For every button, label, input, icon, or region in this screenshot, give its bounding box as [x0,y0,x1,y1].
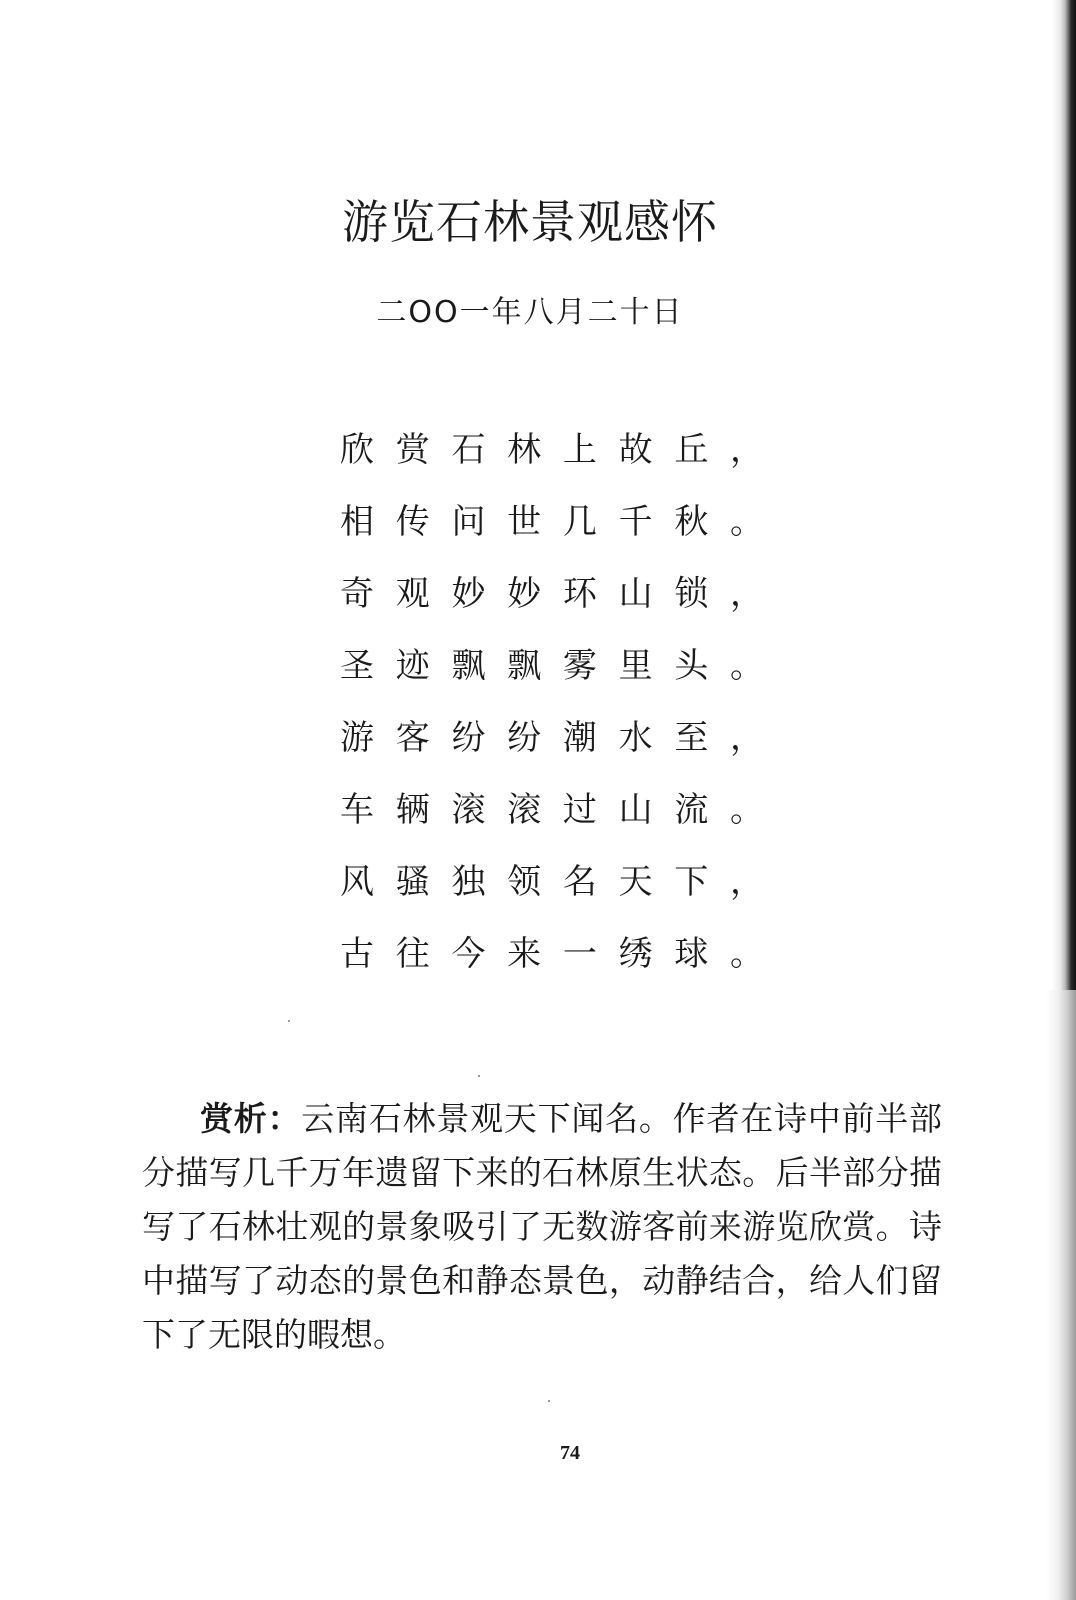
poem-character: 故 [618,429,653,470]
poem-character: 千 [618,501,653,542]
poem-punctuation: 。 [730,933,765,974]
poem-character: 天 [618,861,653,902]
poem-body [340,410,765,986]
poem-character: 滚 [451,789,486,830]
poem-character: 往 [395,933,430,974]
analysis-label: 赏析： [200,1099,302,1138]
poem-punctuation: ， [730,717,765,758]
poem-character: 几 [562,501,597,542]
scan-speck [478,1075,480,1077]
poem-punctuation: 。 [730,789,765,830]
poem-character: 丘 [674,429,709,470]
analysis-paragraph [142,1092,942,1362]
poem-character: 飘 [451,645,486,686]
poem-character: 车 [340,789,374,830]
poem-character: 游 [340,717,374,758]
poem-character: 一 [562,933,597,974]
poem-character: 纷 [507,717,542,758]
poem-punctuation: ， [730,573,765,614]
poem-character: 今 [451,933,486,974]
poem-character: 下 [674,861,709,902]
poem-character: 山 [618,573,653,614]
poem-character: 名 [562,861,597,902]
poem-character: 雾 [562,645,597,686]
poem-punctuation: ， [730,861,765,902]
poem-line [340,410,765,482]
poem-character: 独 [451,861,486,902]
poem-punctuation: ， [730,429,765,470]
poem-character: 水 [618,717,653,758]
poem-line [340,554,765,626]
poem-character: 骚 [395,861,430,902]
poem-character: 迹 [395,645,430,686]
poem-line [340,914,765,986]
poem-character: 妙 [451,573,486,614]
poem-character: 观 [395,573,430,614]
poem-character: 滚 [507,789,542,830]
poem-character: 赏 [395,429,430,470]
page-number: 74 [560,1442,580,1464]
poem-character: 石 [451,429,486,470]
poem-character: 圣 [340,645,374,686]
poem-character: 客 [395,717,430,758]
poem-character: 纷 [451,717,486,758]
poem-title: 游览石林景观感怀 [342,195,718,249]
poem-line [340,482,765,554]
poem-character: 头 [674,645,709,686]
scan-speck [288,1020,290,1022]
poem-character: 世 [507,501,542,542]
poem-character: 来 [507,933,542,974]
poem-punctuation: 。 [730,645,765,686]
poem-character: 领 [507,861,542,902]
poem-character: 流 [674,789,709,830]
poem-character: 至 [674,717,709,758]
poem-character: 风 [340,861,374,902]
scan-edge-lower [1046,990,1076,1600]
poem-character: 球 [674,933,709,974]
scan-speck [548,1400,550,1402]
poem-character: 环 [562,573,597,614]
poem-character: 林 [507,429,542,470]
analysis-text: 云南石林景观天下闻名。作者在诗中前半部分描写几千万年遗留下来的石林原生状态。后半部分描写了石林壮观的景象吸引了无数游客前来游览欣赏。诗中描写了动态的景色和静态景色，动静结合，给人们留下了无限的暇想。 [142,1099,943,1354]
poem-character: 过 [562,789,597,830]
poem-character: 山 [618,789,653,830]
poem-character: 欣 [340,429,374,470]
poem-line [340,842,765,914]
poem-line [340,626,765,698]
poem-character: 里 [618,645,653,686]
poem-character: 问 [451,501,486,542]
poem-character: 相 [340,501,374,542]
poem-character: 潮 [562,717,597,758]
poem-character: 传 [395,501,430,542]
poem-character: 奇 [340,573,374,614]
poem-date: 二OO一年八月二十日 [376,295,684,330]
poem-character: 秋 [674,501,709,542]
poem-character: 飘 [507,645,542,686]
poem-line [340,698,765,770]
poem-line [340,770,765,842]
poem-character: 辆 [395,789,430,830]
poem-character: 锁 [674,573,709,614]
poem-character: 妙 [507,573,542,614]
analysis-content [142,1092,942,1362]
poem-punctuation: 。 [730,501,765,542]
poem-character: 上 [562,429,597,470]
poem-character: 绣 [618,933,653,974]
poem-character: 古 [340,933,374,974]
